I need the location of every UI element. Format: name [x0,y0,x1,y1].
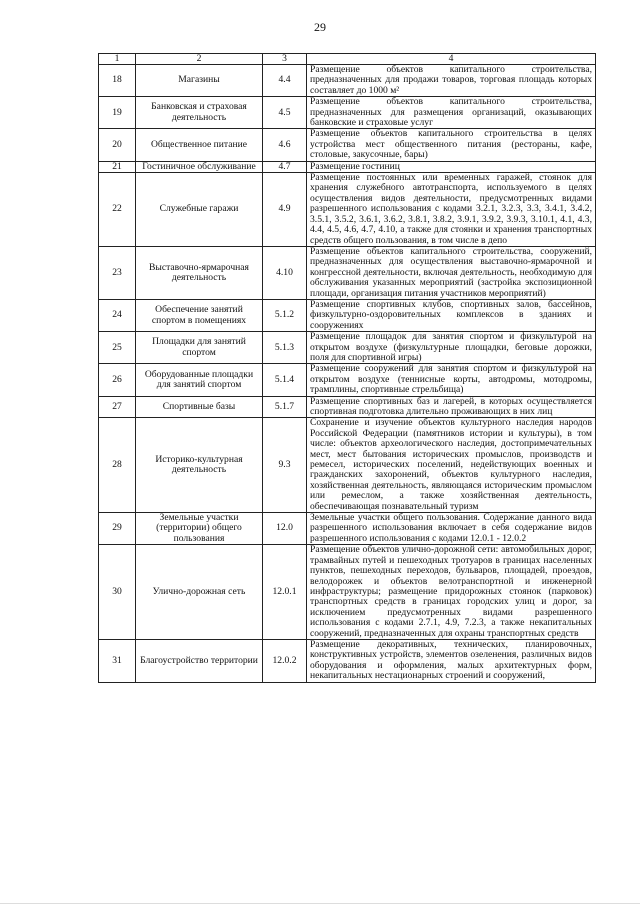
cell-name: Банковская и страховая деятельность [136,97,263,129]
cell-description: Размещение гостиниц [307,161,596,172]
table-row [99,639,596,682]
cell-code: 5.1.7 [263,396,307,418]
table-row [99,418,596,513]
land-use-table [98,53,596,683]
cell-name: Земельные участки (территории) общего пользования [136,513,263,545]
cell-code: 9.3 [263,418,307,513]
page-number: 29 [314,20,326,34]
cell-description: Размещение объектов капитального строительства, сооружений, предназначенных для осуществления выставочно-ярмарочной и конгрессной деятельности, включая деятельность, необходимую для обслуживания указанных мероприятий (застройка экспозиционной площади, организация питания участников мероприятий) [307,246,596,299]
cell-description: Размещение объектов капитального строительства в целях устройства мест общественного питания (рестораны, кафе, столовые, закусочные, бары) [307,129,596,161]
table-row [99,65,596,97]
table-body [99,54,596,683]
cell-number: 23 [99,246,136,299]
cell-number: 22 [99,173,136,247]
cell-number: 29 [99,513,136,545]
header-cell-code: 3 [263,54,307,65]
cell-code: 4.4 [263,65,307,97]
cell-description: Земельные участки общего пользования. Содержание данного вида разрешенного использования включает в себя содержание видов разрешенного использования с кодами 12.0.1 - 12.0.2 [307,513,596,545]
cell-name: Общественное питание [136,129,263,161]
cell-description: Размещение спортивных баз и лагерей, в которых осуществляется спортивная подготовка длительно проживающих в них лиц [307,396,596,418]
cell-code: 4.5 [263,97,307,129]
cell-name: Выставочно-ярмарочная деятельность [136,246,263,299]
cell-number: 26 [99,364,136,396]
cell-name: Гостиничное обслуживание [136,161,263,172]
cell-number: 24 [99,299,136,331]
cell-code: 4.7 [263,161,307,172]
table-row [99,396,596,418]
cell-description: Размещение объектов улично-дорожной сети: автомобильных дорог, трамвайных путей и пешеходных тротуаров в границах населенных пунктов, пешеходных переходов, бульваров, площадей, проездов, велодорожек и объектов велотранспортной и инженерной инфраструктуры; размещение придорожных стоянок (парковок) транспортных средств в границах городских улиц и дорог, за исключением предусмотренных видами разрешенного использования с кодами 2.7.1, 4.9, 7.2.3, а также некапитальных сооружений, предназначенных для охраны транспортных средств [307,545,596,640]
header-cell-name: 2 [136,54,263,65]
cell-number: 20 [99,129,136,161]
cell-name: Благоустройство территории [136,639,263,682]
table-row [99,173,596,247]
table-row [99,332,596,364]
cell-number: 30 [99,545,136,640]
cell-name: Магазины [136,65,263,97]
cell-code: 12.0.2 [263,639,307,682]
cell-name: Спортивные базы [136,396,263,418]
cell-number: 28 [99,418,136,513]
cell-code: 4.10 [263,246,307,299]
cell-description: Размещение объектов капитального строительства, предназначенных для продажи товаров, торговая площадь которых составляет до 1000 м² [307,65,596,97]
cell-code: 12.0.1 [263,545,307,640]
cell-number: 21 [99,161,136,172]
cell-description: Размещение сооружений для занятия спортом и физкультурой на открытом воздухе (теннисные корты, автодромы, мотодромы, трамплины, спортивные стрельбища) [307,364,596,396]
table-row [99,545,596,640]
cell-name: Служебные гаражи [136,173,263,247]
cell-name: Оборудованные площадки для занятий спортом [136,364,263,396]
cell-code: 4.9 [263,173,307,247]
table-row [99,299,596,331]
cell-number: 31 [99,639,136,682]
table-row [99,364,596,396]
table-row [99,513,596,545]
table-header-row [99,54,596,65]
cell-description: Размещение постоянных или временных гаражей, стоянок для хранения служебного автотранспорта, используемого в целях осуществления видов деятельности, предусмотренных видами разрешенного использования с кодами 3.2.1, 3.2.3, 3.3, 3.4.1, 3.4.2, 3.5.1, 3.5.2, 3.6.1, 3.6.2, 3.8.1, 3.8.2, 3.9.1, 3.9.2, 3.9.3, 3.10.1, 4.1, 4.3, 4.4, 4.5, 4.6, 4.7, 4.10, а также для стоянки и хранения транспортных средств общего пользования, в том числе в депо [307,173,596,247]
cell-name: Улично-дорожная сеть [136,545,263,640]
table-row [99,97,596,129]
cell-number: 19 [99,97,136,129]
cell-description: Размещение декоративных, технических, планировочных, конструктивных устройств, элементов озеленения, различных видов оборудования и оформления, малых архитектурных форм, некапитальных нестационарных строений и сооружений, [307,639,596,682]
cell-code: 4.6 [263,129,307,161]
table-row [99,161,596,172]
cell-number: 18 [99,65,136,97]
cell-description: Размещение спортивных клубов, спортивных залов, бассейнов, физкультурно-оздоровительных комплексов в зданиях и сооружениях [307,299,596,331]
cell-description: Размещение площадок для занятия спортом и физкультурой на открытом воздухе (физкультурные площадки, беговые дорожки, поля для спортивной игры) [307,332,596,364]
cell-code: 5.1.4 [263,364,307,396]
table-row [99,246,596,299]
cell-name: Обеспечение занятий спортом в помещениях [136,299,263,331]
header-cell-description: 4 [307,54,596,65]
cell-name: Историко-культурная деятельность [136,418,263,513]
cell-code: 5.1.3 [263,332,307,364]
cell-name: Площадки для занятий спортом [136,332,263,364]
cell-code: 12.0 [263,513,307,545]
cell-number: 25 [99,332,136,364]
cell-code: 5.1.2 [263,299,307,331]
cell-description: Сохранение и изучение объектов культурного наследия народов Российской Федерации (памятников истории и культуры), в том числе: объектов археологического наследия, достопримечательных мест, мест бытования исторических промыслов, производств и ремесел, исторических поселений, недействующих военных и гражданских захоронений, объектов культурного наследия, хозяйственная деятельность, являющаяся историческим промыслом или ремеслом, а также хозяйственная деятельность, обеспечивающая познавательный туризм [307,418,596,513]
table-row [99,129,596,161]
header-cell-number: 1 [99,54,136,65]
cell-description: Размещение объектов капитального строительства, предназначенных для размещения организаций, оказывающих банковские и страховые услуг [307,97,596,129]
cell-number: 27 [99,396,136,418]
